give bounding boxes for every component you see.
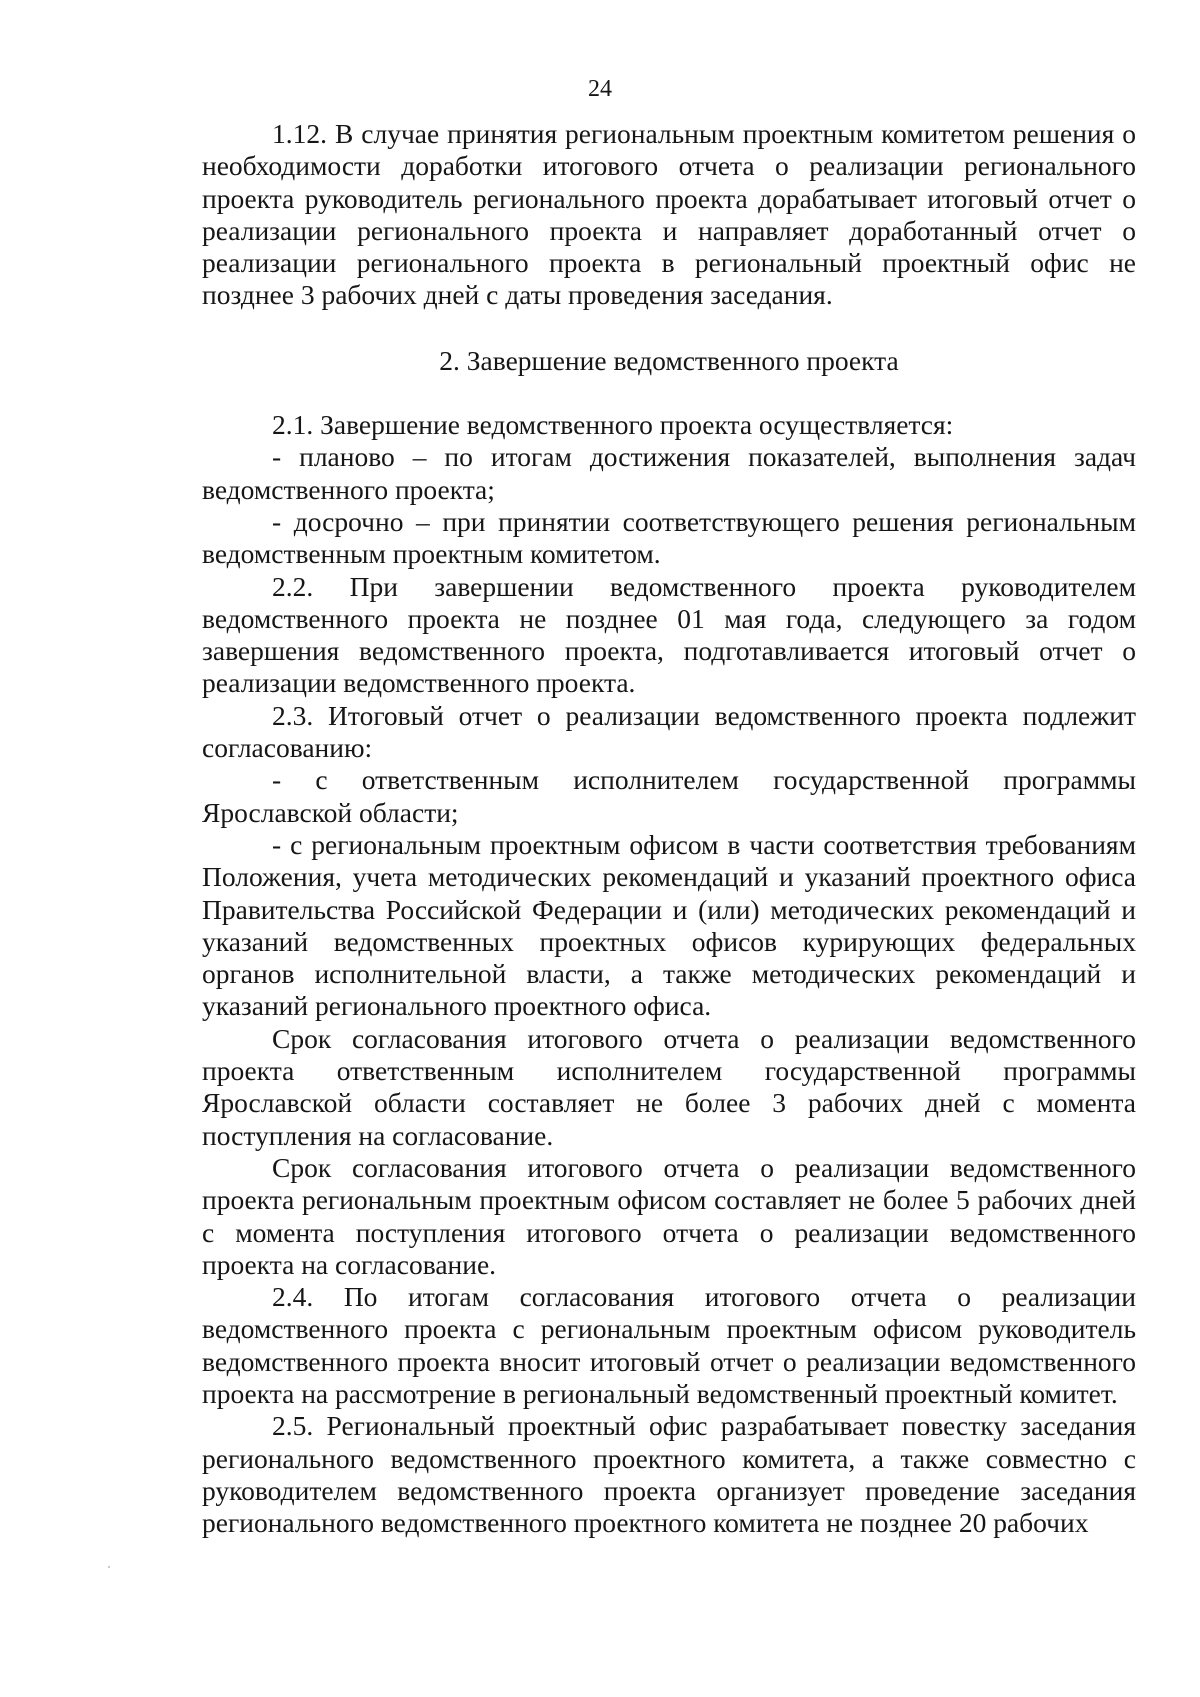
paragraph-2-1: 2.1. Завершение ведомственного проекта осуществляется: [272,409,954,441]
scan-dot [108,1566,110,1568]
paragraph-deadline-office: Срок согласования итогового отчета о реализации ведомственного проекта региональным проектным офисом составляет не более 5 рабочих дней с момента поступления итогового отчета о реализации ведомственного проекта на согласование. [202,1151,1136,1280]
list-item-planned: - планово – по итогам достижения показателей, выполнения задач ведомственного проекта; [202,441,1136,505]
paragraph-2-2: 2.2. При завершении ведомственного проекта руководителем ведомственного проекта не позднее 01 мая года, следующего за годом завершения ведомственного проекта, подготавливается итоговый отчет о реализации ведомственного проекта. [202,570,1136,699]
page-number: 24 [588,76,612,102]
paragraph-1-12: 1.12. В случае принятия региональным проектным комитетом решения о необходимости доработки итогового отчета о реализации регионального проекта руководитель регионального проекта дорабатывает итоговый отчет о реализации регионального проекта и направляет доработанный отчет о реализации регионального проекта в региональный проектный офис не позднее 3 рабочих дней с даты проведения заседания. [202,118,1136,311]
section-heading: 2. Завершение ведомственного проекта [439,344,899,376]
paragraph-2-4: 2.4. По итогам согласования итогового отчета о реализации ведомственного проекта с региональным проектным офисом руководитель ведомственного проекта вносит итоговый отчет о реализации ведомственного проекта на рассмотрение в региональный ведомственный проектный комитет. [202,1281,1136,1409]
paragraph-2-3: 2.3. Итоговый отчет о реализации ведомственного проекта подлежит согласованию: [202,699,1136,764]
paragraph-deadline-executor: Срок согласования итогового отчета о реализации ведомственного проекта ответственным исполнителем государственной программы Ярославской области составляет не более 3 рабочих дней с момента поступления на согласование. [202,1022,1136,1151]
paragraph-2-5: 2.5. Региональный проектный офис разрабатывает повестку заседания регионального ведомственного проектного комитета, а также совместно с руководителем ведомственного проекта организует проведение заседания регионального ведомственного проектного комитета не позднее 20 рабочих [202,1410,1136,1539]
list-item-responsible-executor: - с ответственным исполнителем государственной программы Ярославской области; [202,764,1136,828]
list-item-project-office: - с региональным проектным офисом в части соответствия требованиям Положения, учета методических рекомендаций и указаний проектного офиса Правительства Российской Федерации и (или) методических рекомендаций и указаний ведомственных проектных офисов курирующих федеральных органов исполнительной власти, а также методических рекомендаций и указаний регионального проектного офиса. [202,828,1136,1022]
list-item-early: - досрочно – при принятии соответствующего решения региональным ведомственным проектным комитетом. [202,505,1136,570]
document-body [202,118,1136,1539]
